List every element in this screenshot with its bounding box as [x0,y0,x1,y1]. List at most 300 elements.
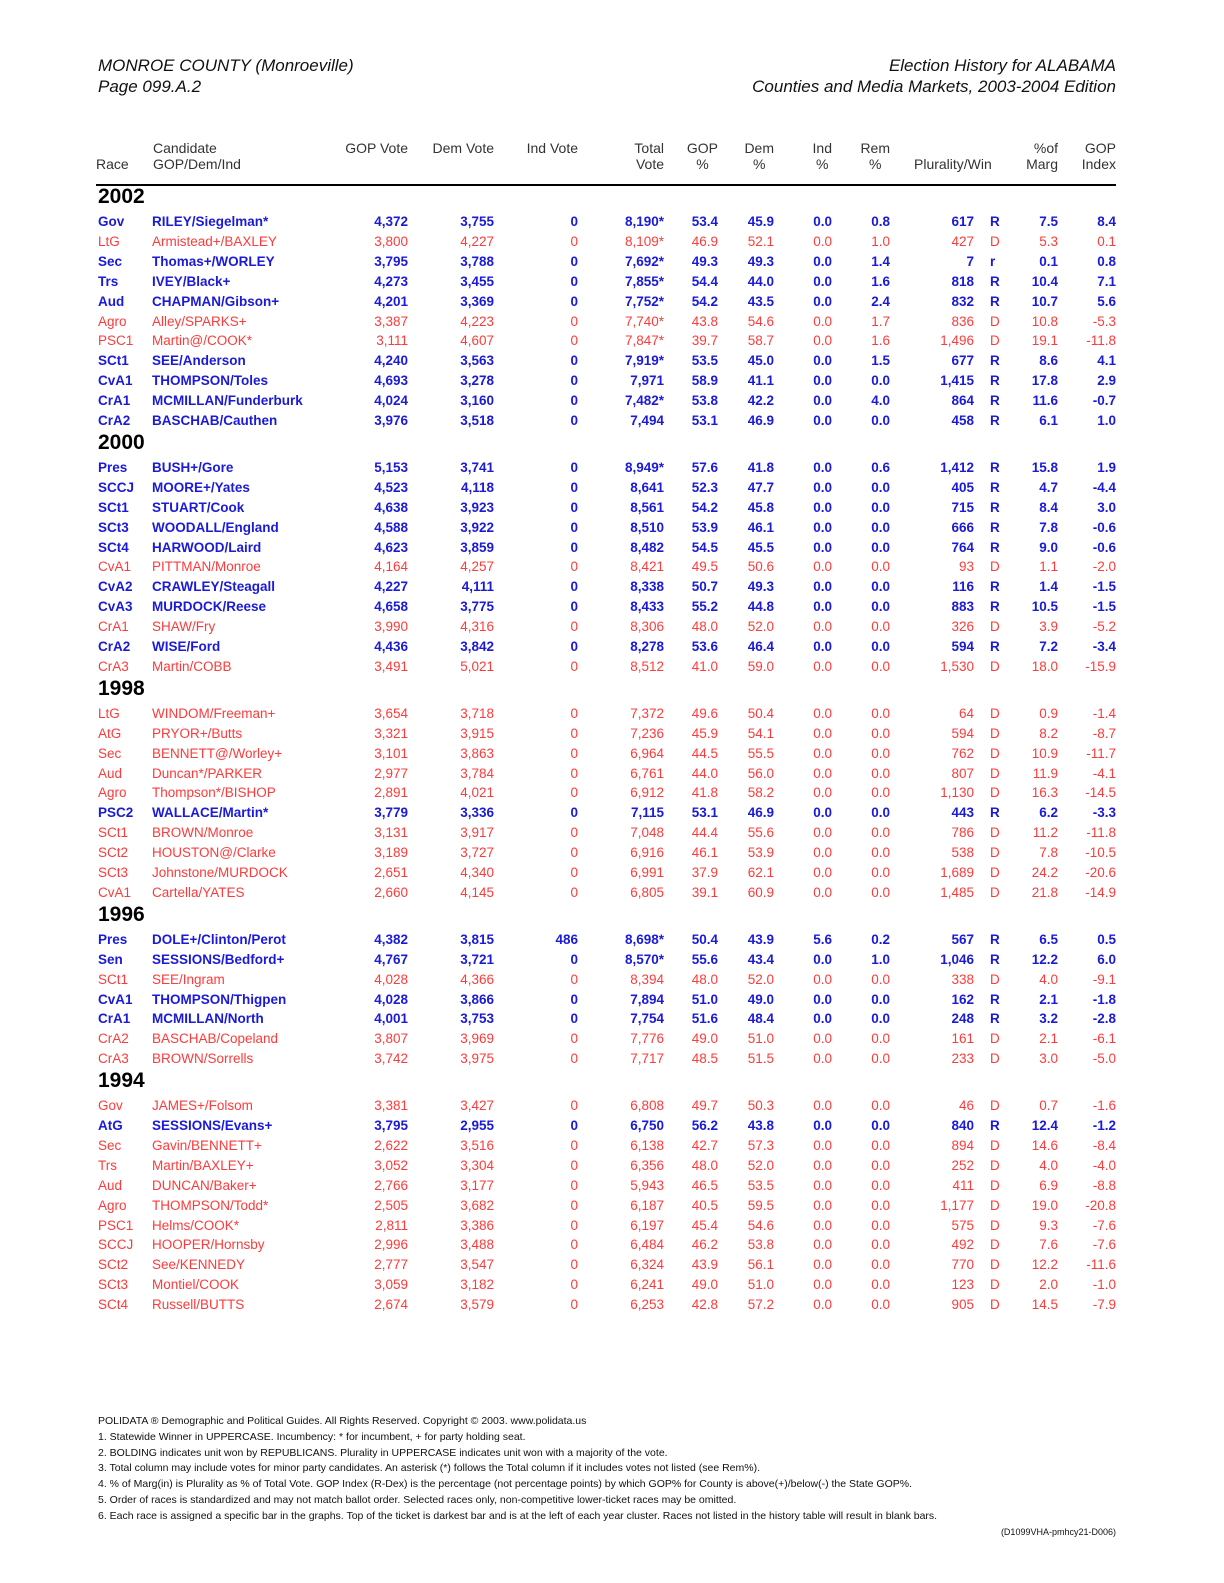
cell-tot: 6,991 [630,865,664,880]
footnote-line: 2. BOLDING indicates unit won by REPUBLICANS. Plurality in UPPERCASE indicates unit won with a majority of the vote. [98,1446,668,1459]
cell-race: Trs [98,1157,117,1173]
cell-cand: CRAWLEY/Steagall [152,579,276,595]
cell-dem: 3,386 [460,1217,494,1233]
cell-rp: 0.0 [871,765,890,781]
cell-ip: 0.0 [813,293,832,309]
cell-rp: 0.0 [871,1137,890,1153]
cell-ind: 0 [570,273,578,289]
cell-w: R [990,805,1000,821]
cell-marg: 10.9 [1031,745,1058,761]
cell-dem: 4,340 [460,865,494,880]
cell-tot: 7,115 [630,805,664,821]
table-row [0,823,1224,843]
cell-marg: 12.2 [1031,951,1058,967]
cell-dp: 54.6 [747,313,774,329]
cell-race: Gov [98,214,125,229]
cell-dem: 4,111 [461,579,494,595]
cell-gop: 3,795 [374,253,408,269]
cell-idx: -1.5 [1092,599,1116,615]
page-number: Page 099.A.2 [98,77,202,96]
cell-marg: 16.3 [1031,785,1058,801]
cell-idx: -1.2 [1092,1118,1116,1133]
cell-idx: 6.0 [1097,951,1116,967]
cell-w: D [990,845,1000,861]
cell-ind: 0 [570,1277,578,1293]
cell-idx: 4.1 [1097,353,1116,369]
cell-race: Gov [98,1098,123,1114]
cell-idx: -14.9 [1085,884,1116,900]
cell-ip: 0.0 [813,579,832,595]
cell-ind: 0 [570,805,578,821]
cell-ind: 0 [570,1197,578,1213]
cell-ip: 0.0 [813,1277,832,1293]
cell-cand: WINDOM/Freeman+ [152,705,276,721]
cell-dem: 3,336 [460,805,494,821]
cell-dp: 54.1 [747,725,774,741]
cell-marg: 9.3 [1039,1217,1058,1233]
header-rule [96,184,1116,186]
cell-plur: 443 [951,805,974,821]
cell-w: D [990,1217,1000,1233]
cell-plur: 1,412 [940,459,974,475]
cell-rp: 1.0 [871,233,890,249]
col-race: Race [96,156,129,172]
cell-rp: 0.0 [871,539,890,555]
cell-tot: 8,698* [624,931,664,947]
cell-tot: 7,847* [624,333,664,349]
cell-cand: MURDOCK/Reese [152,599,267,615]
cell-idx: -8.8 [1092,1177,1116,1193]
cell-ind: 0 [570,765,578,781]
cell-dp: 45.8 [747,499,774,515]
cell-ip: 0.0 [813,991,832,1007]
cell-marg: 10.5 [1031,599,1058,615]
cell-rp: 0.0 [871,805,890,821]
cell-gop: 3,491 [374,658,408,674]
cell-gop: 3,800 [374,233,408,249]
cell-w: D [990,1277,1000,1293]
cell-gp: 45.4 [691,1217,718,1233]
cell-tot: 6,324 [630,1257,664,1273]
cell-gop: 3,059 [374,1277,408,1293]
table-row [0,1029,1224,1049]
cell-marg: 18.0 [1031,658,1058,674]
cell-rp: 0.0 [871,1277,890,1293]
cell-gop: 3,387 [374,313,408,329]
cell-marg: 0.9 [1039,705,1058,721]
table-row [0,252,1224,272]
table-row [0,1176,1224,1196]
cell-ip: 0.0 [813,1118,832,1133]
cell-cand: HARWOOD/Laird [152,539,262,555]
cell-plur: 764 [951,539,974,555]
cell-idx: 2.9 [1097,373,1116,389]
cell-gop: 4,240 [374,353,408,369]
table-row [0,1049,1224,1069]
col-total-vote [634,140,664,172]
cell-rp: 0.0 [871,845,890,861]
cell-idx: -0.6 [1092,519,1116,535]
cell-dp: 52.0 [747,619,774,635]
cell-dp: 56.1 [747,1257,774,1273]
table-row [0,411,1224,431]
cell-marg: 6.5 [1039,931,1058,947]
cell-race: Agro [98,785,127,801]
table-row [0,292,1224,312]
cell-race: CvA1 [98,373,133,389]
cell-tot: 6,138 [630,1137,664,1153]
cell-gop: 4,001 [374,1011,408,1027]
cell-ind: 0 [570,639,578,654]
cell-dp: 52.0 [747,971,774,987]
cell-gp: 49.6 [691,705,718,721]
table-row [0,764,1224,784]
cell-marg: 7.8 [1039,519,1058,535]
cell-gp: 54.4 [691,273,718,289]
col-candidate-line2: GOP/Dem/Ind [153,156,241,172]
cell-dem: 3,975 [460,1051,494,1067]
cell-marg: 2.0 [1039,1277,1058,1293]
cell-plur: 617 [951,214,974,229]
cell-dp: 50.3 [747,1098,774,1114]
col-dem-pct-line1: Dem [744,140,774,156]
cell-ip: 0.0 [813,1051,832,1067]
cell-dem: 3,488 [460,1237,494,1253]
cell-ip: 0.0 [813,825,832,841]
cell-ind: 0 [570,373,578,389]
cell-gop: 2,766 [374,1177,408,1193]
cell-idx: 5.6 [1097,293,1116,309]
cell-dem: 3,369 [460,293,494,309]
cell-tot: 8,641 [630,479,664,495]
cell-dp: 52.1 [747,233,774,249]
cell-cand: Duncan*/PARKER [152,765,263,781]
cell-rp: 0.0 [871,725,890,741]
col-gop-index-line1: GOP [1084,140,1116,156]
cell-race: SCt1 [98,353,129,369]
cell-dem: 3,923 [460,499,494,515]
cell-gop: 3,321 [374,725,408,741]
table-row [0,478,1224,498]
cell-gp: 48.0 [691,619,718,635]
cell-dp: 53.5 [747,1177,774,1193]
cell-rp: 1.6 [871,333,890,349]
cell-w: R [990,991,1000,1007]
cell-dp: 59.0 [747,658,774,674]
table-row [0,1235,1224,1255]
cell-dp: 55.5 [747,745,774,761]
cell-race: CvA1 [98,884,132,900]
cell-plur: 1,530 [940,658,974,674]
cell-idx: 8.4 [1097,214,1116,229]
cell-ip: 0.0 [813,658,832,674]
cell-cand: Thomas+/WORLEY [152,253,275,269]
cell-gop: 3,742 [374,1051,408,1067]
cell-idx: -2.8 [1092,1011,1116,1027]
cell-tot: 7,372 [630,705,664,721]
cell-cand: SEE/Ingram [152,971,225,987]
cell-race: CrA2 [98,639,131,654]
table-row [0,458,1224,478]
cell-dp: 49.3 [747,579,774,595]
cell-idx: -8.4 [1092,1137,1116,1153]
year-heading: 2000 [98,430,145,454]
cell-tot: 7,971 [630,373,664,389]
cell-gop: 3,976 [374,413,408,428]
cell-w: R [990,639,1000,654]
cell-idx: -1.4 [1092,705,1116,721]
cell-w: D [990,1177,1000,1193]
cell-dp: 58.7 [747,333,774,349]
cell-ind: 486 [555,931,578,947]
cell-ip: 0.0 [813,725,832,741]
table-row [0,1009,1224,1029]
cell-ip: 0.0 [813,313,832,329]
cell-w: D [990,1237,1000,1253]
col-total-line2: Vote [635,156,664,172]
cell-marg: 12.2 [1031,1257,1058,1273]
cell-rp: 0.0 [871,1257,890,1273]
cell-ind: 0 [570,845,578,861]
cell-gp: 42.8 [691,1297,718,1313]
cell-race: CrA2 [98,1031,129,1047]
cell-w: D [990,1297,1000,1313]
page-header-left [98,55,354,97]
cell-idx: -4.1 [1092,765,1116,781]
cell-marg: 6.1 [1039,413,1058,428]
cell-idx: -8.7 [1092,725,1116,741]
cell-rp: 0.0 [871,619,890,635]
cell-ind: 0 [570,413,578,428]
cell-race: LtG [98,705,120,721]
table-row [0,803,1224,823]
cell-tot: 7,752* [624,293,664,309]
cell-rp: 1.7 [871,313,890,329]
cell-gp: 42.7 [691,1137,718,1153]
cell-rp: 0.0 [871,1011,890,1027]
cell-rp: 0.0 [871,639,890,654]
cell-gop: 3,131 [374,825,408,841]
cell-rp: 0.0 [871,413,890,428]
cell-w: R [990,499,1000,515]
cell-tot: 7,717 [630,1051,664,1067]
cell-cand: BUSH+/Gore [152,459,234,475]
cell-marg: 19.0 [1031,1197,1058,1213]
cell-gp: 43.8 [691,313,718,329]
cell-gop: 3,807 [374,1031,408,1047]
table-row [0,724,1224,744]
cell-plur: 123 [951,1277,974,1293]
col-margin [1026,140,1058,172]
cell-w: R [990,459,1000,475]
cell-plur: 575 [951,1217,974,1233]
cell-w: R [990,353,1000,369]
cell-gp: 41.0 [691,658,718,674]
col-gop-vote: GOP Vote [345,140,408,156]
cell-tot: 8,570* [624,951,664,967]
cell-ip: 0.0 [813,705,832,721]
cell-dp: 49.0 [747,991,774,1007]
cell-race: SCt4 [98,1297,129,1313]
cell-gop: 2,996 [374,1237,408,1253]
year-heading: 1994 [98,1069,145,1093]
cell-plur: 427 [951,233,974,249]
cell-dem: 3,177 [460,1177,494,1193]
cell-w: D [990,865,1000,880]
footnote-line: 3. Total column may include votes for minor party candidates. An asterisk (*) follows the Total column if it includes votes not listed (see Rem%). [98,1462,760,1475]
cell-w: D [990,658,1000,674]
cell-dp: 50.6 [747,559,774,575]
cell-cand: SHAW/Fry [152,619,216,635]
cell-plur: 411 [952,1177,974,1193]
cell-rp: 0.0 [871,825,890,841]
cell-ip: 0.0 [813,253,832,269]
cell-dp: 43.5 [747,293,774,309]
cell-rp: 0.0 [871,1118,890,1133]
cell-ip: 0.0 [813,233,832,249]
cell-tot: 7,048 [630,825,664,841]
cell-dem: 3,863 [460,745,494,761]
cell-gop: 2,811 [375,1217,408,1233]
cell-marg: 4.0 [1039,1157,1058,1173]
cell-tot: 6,187 [630,1197,664,1213]
cell-dem: 4,227 [460,233,494,249]
cell-ind: 0 [570,599,578,615]
cell-idx: -1.6 [1092,1098,1116,1114]
cell-dp: 53.9 [747,845,774,861]
county-title: MONROE COUNTY (Monroeville) [98,56,354,75]
cell-ip: 0.0 [813,519,832,535]
cell-cand: Martin/COBB [152,658,232,674]
cell-ip: 0.0 [813,273,832,289]
cell-ind: 0 [570,658,578,674]
cell-dem: 4,118 [460,479,494,495]
cell-marg: 10.7 [1031,293,1058,309]
cell-idx: -1.5 [1092,579,1116,595]
cell-dem: 3,455 [460,273,494,289]
cell-ip: 0.0 [813,765,832,781]
cell-ip: 0.0 [813,559,832,575]
table-row [0,557,1224,577]
cell-dp: 49.3 [747,253,774,269]
cell-idx: -7.6 [1092,1217,1116,1233]
cell-dem: 3,859 [460,539,494,555]
cell-rp: 0.0 [871,865,890,880]
cell-race: CrA1 [98,1011,131,1027]
cell-gp: 53.6 [691,639,718,654]
cell-ip: 0.0 [813,499,832,515]
cell-ip: 0.0 [813,1217,832,1233]
cell-ind: 0 [570,353,578,369]
cell-ip: 0.0 [813,884,832,900]
cell-ind: 0 [570,1051,578,1067]
cell-dem: 3,917 [460,825,494,841]
col-ind-pct [813,140,832,172]
table-row [0,1216,1224,1236]
cell-rp: 0.0 [871,1177,890,1193]
cell-ind: 0 [570,1237,578,1253]
cell-tot: 8,433 [630,599,664,615]
cell-rp: 0.0 [871,745,890,761]
cell-race: CvA1 [98,991,133,1007]
cell-rp: 0.0 [871,1157,890,1173]
cell-plur: 1,177 [940,1197,974,1213]
cell-plur: 715 [951,499,974,515]
cell-w: D [990,313,1000,329]
cell-dp: 43.4 [747,951,774,967]
cell-plur: 786 [951,825,974,841]
cell-ind: 0 [570,579,578,595]
cell-race: SCCJ [98,479,135,495]
cell-w: D [990,785,1000,801]
cell-plur: 836 [951,313,974,329]
cell-gp: 48.5 [691,1051,718,1067]
cell-dem: 3,682 [460,1197,494,1213]
footnote-line: 5. Order of races is standardized and may not match ballot order. Selected races only, non-competitive lower-ticket races may be omitted. [98,1493,737,1506]
cell-cand: THOMPSON/Toles [152,373,269,389]
col-plurality: Plurality/Win [914,156,992,172]
cell-race: Sen [98,951,123,967]
cell-marg: 1.4 [1039,579,1058,595]
cell-tot: 6,750 [630,1118,664,1133]
cell-cand: CHAPMAN/Gibson+ [152,293,280,309]
cell-race: Sec [98,253,123,269]
cell-cand: WALLACE/Martin* [152,805,269,821]
report-edition: Counties and Media Markets, 2003-2004 Edition [752,77,1116,96]
cell-marg: 10.8 [1031,313,1058,329]
cell-dem: 4,366 [460,971,494,987]
cell-plur: 248 [951,1011,974,1027]
year-heading: 1998 [98,676,145,700]
cell-race: Sec [98,1137,122,1153]
cell-marg: 2.1 [1039,991,1058,1007]
cell-w: D [990,1257,1000,1273]
col-ind-vote: Ind Vote [526,140,578,156]
cell-gop: 2,777 [374,1257,408,1273]
cell-ip: 0.0 [813,1031,832,1047]
cell-gp: 45.9 [691,725,718,741]
cell-gop: 4,273 [374,273,408,289]
cell-plur: 233 [951,1051,974,1067]
cell-gop: 4,227 [374,579,408,595]
cell-rp: 0.8 [871,214,890,229]
cell-gop: 2,505 [374,1197,408,1213]
cell-race: SCCJ [98,1237,134,1253]
cell-gop: 4,382 [374,931,408,947]
cell-marg: 9.0 [1039,539,1058,555]
cell-cand: Russell/BUTTS [152,1297,245,1313]
cell-plur: 64 [958,705,974,721]
cell-ind: 0 [570,1011,578,1027]
cell-dp: 45.0 [747,353,774,369]
cell-marg: 21.8 [1031,884,1058,900]
cell-gp: 53.9 [691,519,718,535]
cell-tot: 7,692* [624,253,664,269]
cell-gop: 4,436 [374,639,408,654]
cell-race: PSC2 [98,805,134,821]
cell-plur: 594 [951,725,974,741]
cell-plur: 1,130 [940,785,974,801]
cell-cand: SESSIONS/Evans+ [152,1118,273,1133]
table-row [0,371,1224,391]
cell-tot: 8,190* [624,214,664,229]
cell-w: D [990,333,1000,349]
cell-cand: Martin@/COOK* [152,333,252,349]
cell-cand: MOORE+/Yates [152,479,250,495]
cell-rp: 0.0 [871,971,890,987]
cell-ind: 0 [570,951,578,967]
cell-gp: 54.2 [691,293,718,309]
